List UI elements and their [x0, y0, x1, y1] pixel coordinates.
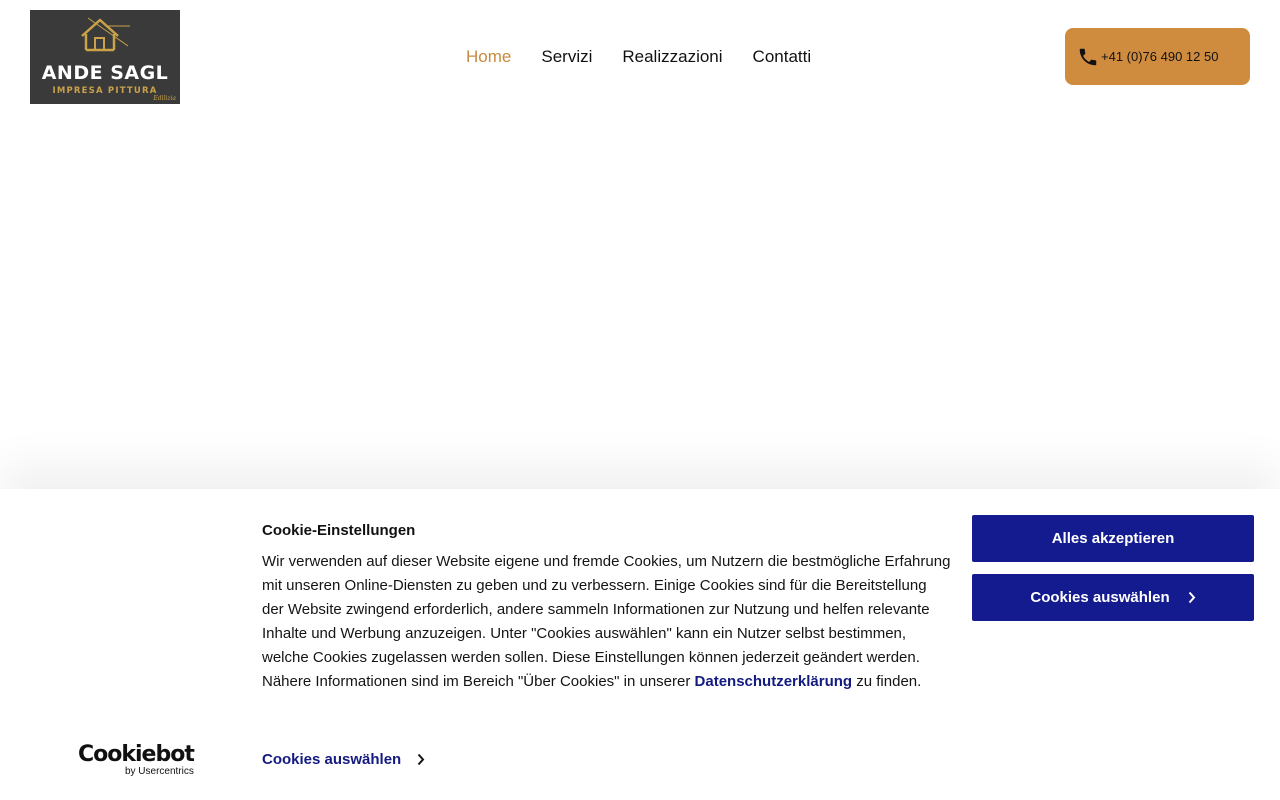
select-cookies-link-label: Cookies auswählen	[262, 751, 402, 768]
main-nav	[466, 47, 811, 67]
chevron-right-icon	[417, 753, 425, 766]
logo[interactable]	[30, 10, 180, 104]
nav-servizi[interactable]: Servizi	[541, 47, 593, 66]
phone-button[interactable]	[1065, 28, 1250, 85]
cookie-title: Cookie-Einstellungen	[262, 522, 416, 539]
logo-script: Edilizia	[153, 95, 176, 102]
nav-realizzazioni[interactable]: Realizzazioni	[622, 47, 723, 66]
phone-number: +41 (0)76 490 12 50	[1101, 49, 1219, 64]
accept-all-button[interactable]: Alles akzeptieren	[972, 515, 1254, 562]
chevron-right-icon	[1188, 591, 1196, 604]
house-logo-icon	[78, 16, 132, 52]
cookie-text-end: zu finden.	[852, 673, 922, 690]
cookie-text	[262, 550, 952, 694]
cookie-text-main: Wir verwenden auf dieser Website eigene und fremde Cookies, um Nutzern die bestmögliche Erfahrung mit unseren Online-Diensten zu geben und zu verbessern. Einige Cookies sind für die Bereitstellung der Website zwingend erforderlich, andere sammeln Informationen zur Nutzung und helfen relevante Inhalte und Werbung anzuzeigen. Unter "Cookies auswählen" kann ein Nutzer selbst bestimmen, welche Cookies zugelassen werden sollen. Diese Einstellungen können jederzeit geändert werden. Nähere Informationen sind im Bereich "Über Cookies" in unserer	[262, 553, 951, 690]
nav-contatti[interactable]: Contatti	[752, 47, 812, 66]
phone-icon	[1077, 46, 1099, 68]
nav-home[interactable]: Home	[466, 47, 512, 66]
privacy-policy-link[interactable]: Datenschutzerklärung	[694, 673, 853, 690]
logo-subtitle: IMPRESA PITTURA	[52, 86, 158, 96]
cookiebot-name: Cookiebot	[78, 742, 194, 767]
select-cookies-link[interactable]	[262, 751, 425, 768]
select-cookies-button-label: Cookies auswählen	[1030, 589, 1170, 606]
logo-name: ANDE SAGL	[41, 62, 169, 84]
cookiebot-logo	[78, 743, 194, 777]
cookie-banner	[0, 489, 1280, 800]
select-cookies-button[interactable]	[972, 574, 1254, 621]
cookiebot-by: by Usercentrics	[124, 766, 194, 777]
